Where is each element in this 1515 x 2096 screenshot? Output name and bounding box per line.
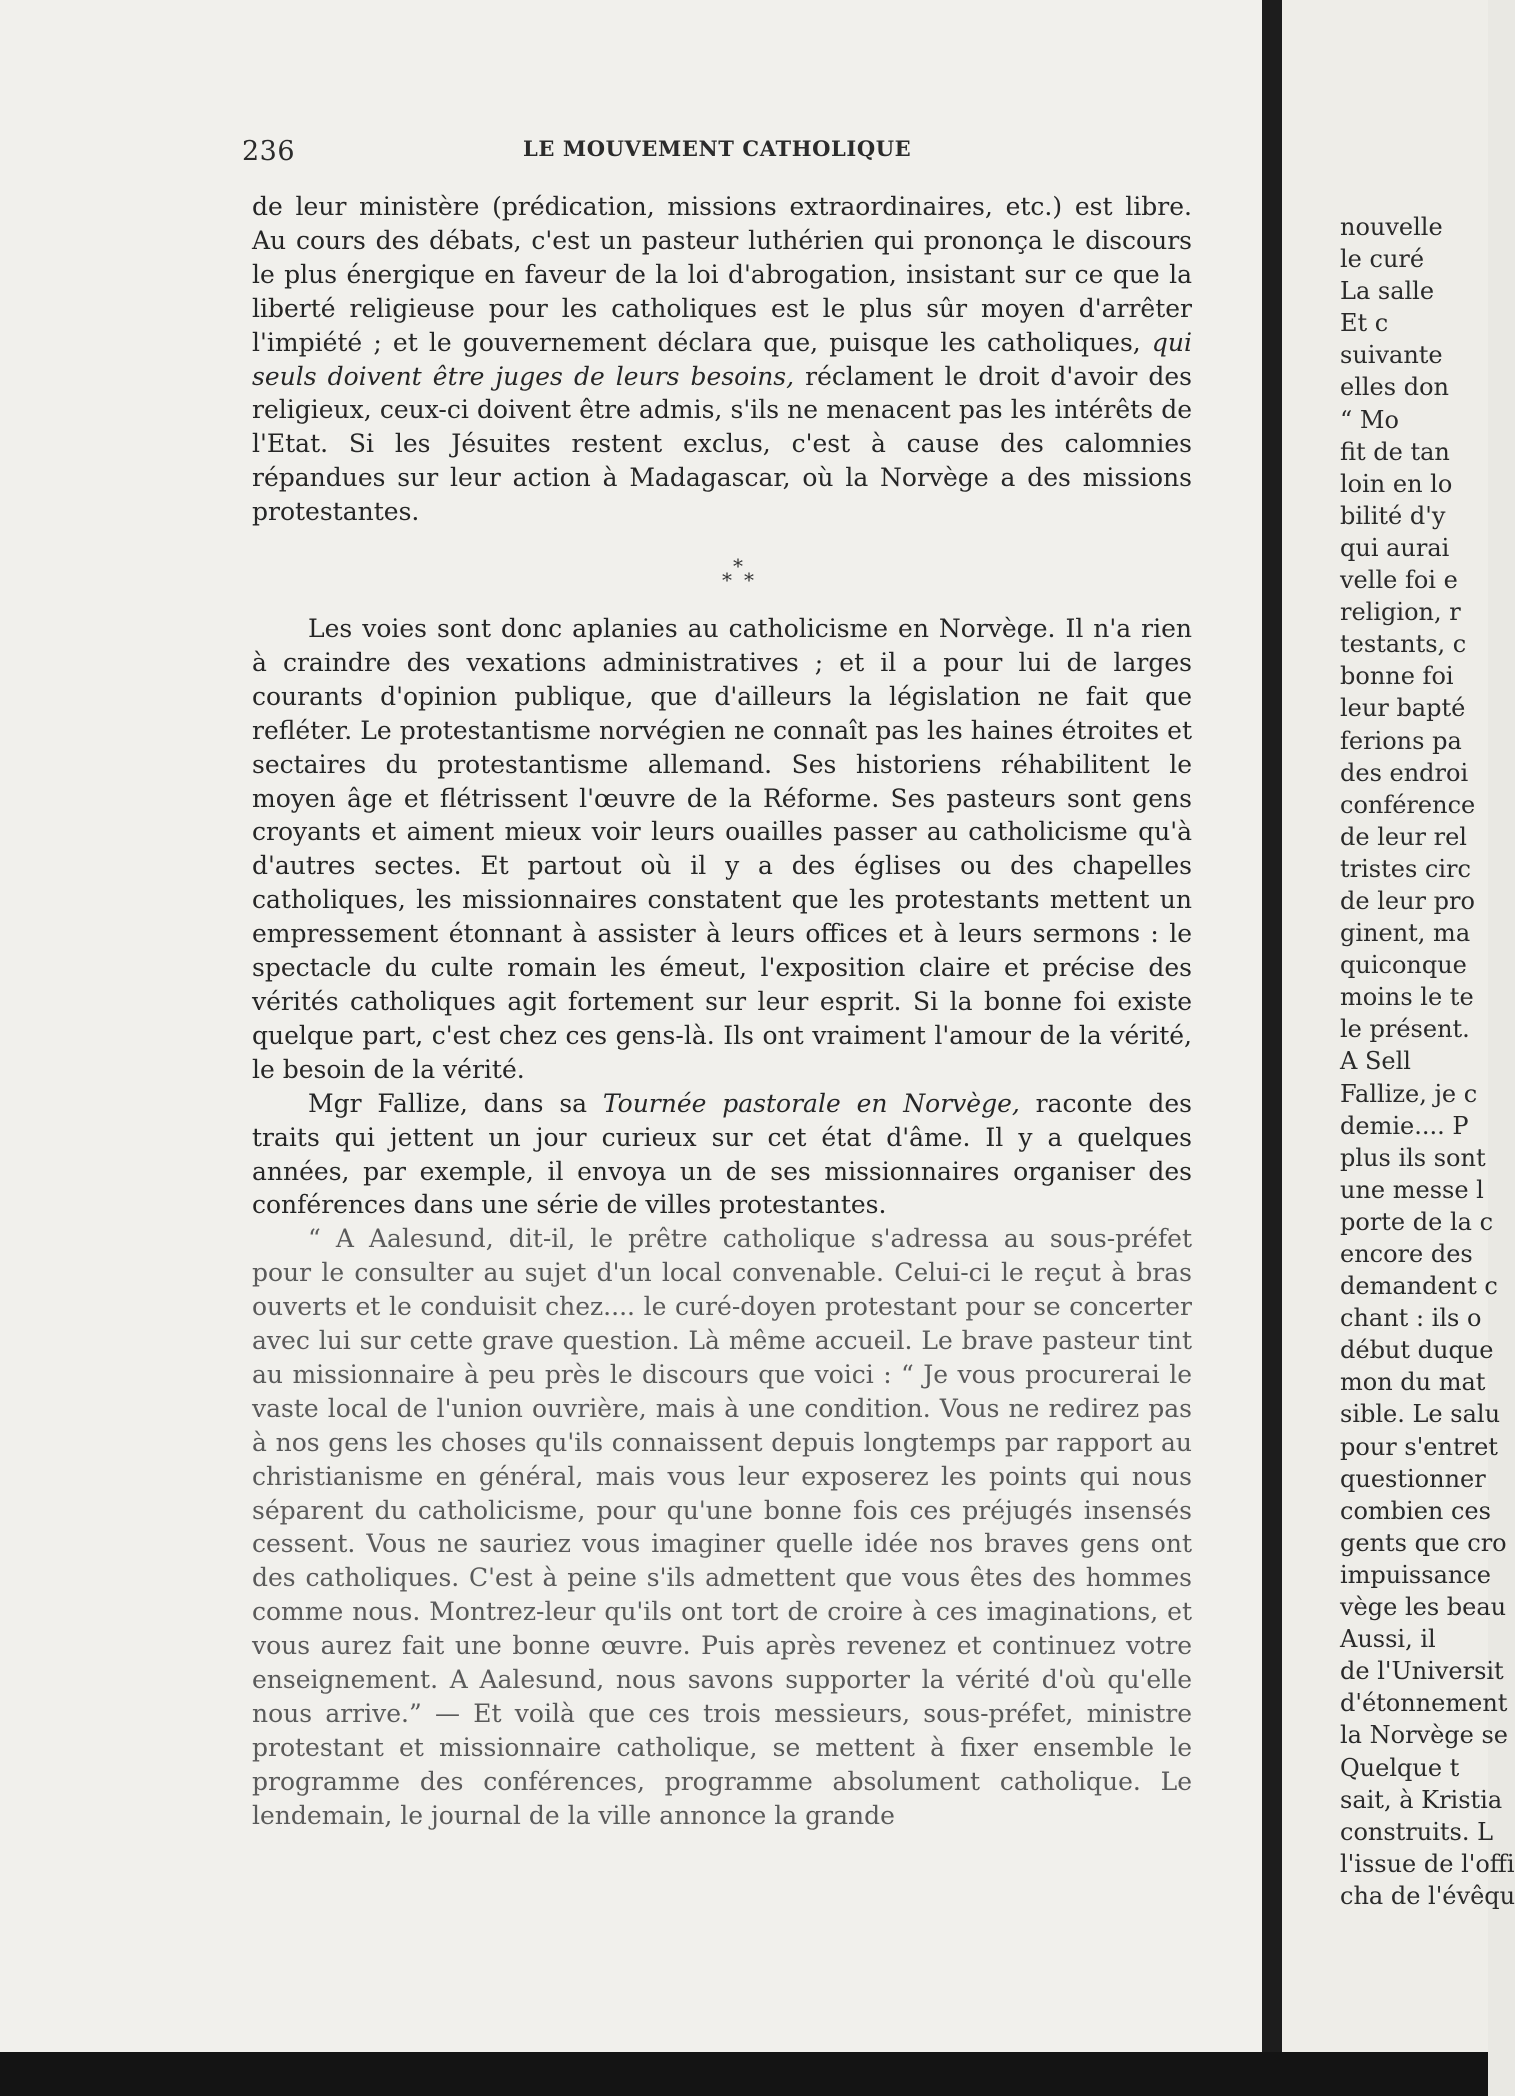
right-page-line: le curé: [1340, 245, 1425, 274]
paragraph-4: “ A Aalesund, dit-il, le prêtre catholique s'adressa au sous-préfet pour le consulter au sujet d'un local convenable. Celui-ci le reçut à bras ouverts et le conduisit chez.... le curé-doyen protestant pour se concerter avec lui sur cette grave question. Là même accueil. Le brave pasteur tint au missionnaire à peu près le discours que voici : “ Je vous procurerai le vaste local de l'union ouvrière, mais à une condition. Vous ne redirez pas à nos gens les choses qu'ils connaissent depuis longtemps par rapport au christianisme en général, mais vous leur exposerez les points qui nous séparent du catholicisme, pour qu'une bonne fois ces préjugés insensés cessent. Vous ne sauriez vous imaginer quelle idée nos braves gens ont des catholiques. C'est à peine s'ils admettent que vous êtes des hommes comme nous. Montrez-leur qu'ils ont tort de croire à ces imaginations, et vous aurez fait une bonne œuvre. Puis après revenez et continuez votre enseignement. A Aalesund, nous savons supporter la vérité d'où qu'elle nous arrive.” — Et voilà que ces trois messieurs, sous-préfet, ministre protestant et missionnaire catholique, se mettent à fixer ensemble le programme des conférences, programme absolument catholique. Le lendemain, le journal de la ville annonce la grande: [252, 1224, 1192, 1830]
right-page-line: début duque: [1340, 1336, 1494, 1365]
book-gutter: [1262, 0, 1282, 2096]
right-page-line: de leur rel: [1340, 822, 1467, 851]
right-page-line: une messe l: [1340, 1175, 1484, 1204]
right-page-line: elles don: [1340, 373, 1449, 402]
right-page-line: demie.... P: [1340, 1111, 1469, 1140]
paragraph-3-italic: Tournée pastorale en Norvège,: [602, 1088, 1020, 1118]
right-page-line: de l'Universit: [1340, 1657, 1504, 1686]
right-page-line: impuissance: [1340, 1560, 1491, 1589]
right-page-line: fit de tan: [1340, 437, 1450, 466]
right-page-line: d'étonnement: [1340, 1689, 1508, 1718]
right-page-line: quiconque: [1340, 951, 1467, 980]
right-page-text: [1340, 211, 1515, 1912]
right-page-line: gents que cro: [1340, 1528, 1507, 1557]
paragraph-1: [252, 190, 1192, 529]
right-page-line: conférence: [1340, 790, 1476, 819]
right-page-line: ferions pa: [1340, 726, 1462, 755]
right-page-line: la Norvège se: [1340, 1721, 1509, 1750]
right-page-line: combien ces: [1340, 1496, 1491, 1525]
right-page-line: chant : ils o: [1340, 1304, 1482, 1333]
right-page-line: sait, à Kristia: [1340, 1785, 1503, 1814]
paragraph-2: Les voies sont donc aplanies au catholicisme en Norvège. Il n'a rien à craindre des vexations administratives ; et il a pour lui de larges courants d'opinion publique, que d'ailleurs la législation ne fait que refléter. Le protestantisme norvégien ne connaît pas les haines étroites et sectaires du protestantisme allemand. Ses historiens réhabilitent le moyen âge et flétrissent l'œuvre de la Réforme. Ses pasteurs sont gens croyants et aiment mieux voir leurs ouailles passer au catholicisme qu'à d'autres sectes. Et partout où il y a des églises ou des chapelles catholiques, les missionnaires constatent que les protestants mettent un empressement étonnant à assister à leurs offices et à leurs sermons : le spectacle du culte romain les émeut, l'exposition claire et précise des vérités catholiques agit fortement sur leur esprit. Si la bonne foi existe quelque part, c'est chez ces gens-là. Ils ont vraiment l'amour de la vérité, le besoin de la vérité.: [252, 614, 1192, 1084]
right-page-line: demandent c: [1340, 1272, 1498, 1301]
paragraph-3: [252, 1087, 1192, 1223]
right-page-line: mon du mat: [1340, 1368, 1486, 1397]
right-page-line: ginent, ma: [1340, 919, 1471, 948]
asterism-star-top: *: [733, 554, 743, 578]
right-page-line: religion, r: [1340, 598, 1461, 627]
paragraph-3-text-a: Mgr Fallize, dans sa: [308, 1088, 603, 1118]
asterism-star-right: *: [744, 568, 754, 592]
text-block-top: [252, 190, 1192, 529]
right-page-line: qui aurai: [1340, 533, 1450, 562]
right-page-line: A Sell: [1340, 1047, 1411, 1076]
right-page-line: leur bapté: [1340, 694, 1466, 723]
right-page-line: construits. L: [1340, 1817, 1494, 1846]
paragraph-3-text-b: raconte des traits qui jettent un jour curieux sur cet état d'âme. Il y a quelques années, par exemple, il envoya un de ses missionnaires organiser des conférences dans une série de villes protestantes.: [252, 1088, 1192, 1220]
right-page-line: nouvelle: [1340, 213, 1443, 241]
right-page-line: vège les beau: [1340, 1593, 1507, 1622]
page-number: 236: [242, 136, 296, 167]
right-page-line: plus ils sont: [1340, 1143, 1486, 1172]
text-block-main: [252, 612, 1192, 1833]
right-page-line: Et c: [1340, 309, 1389, 338]
right-page-line: suivante: [1340, 341, 1443, 370]
right-page-line: encore des: [1340, 1240, 1473, 1268]
scan-border: [0, 2052, 1488, 2096]
right-page-line: pour s'entret: [1340, 1432, 1498, 1461]
asterism: [720, 556, 760, 596]
right-page: [1282, 0, 1515, 2052]
right-page-line: cha de l'évêqu: [1340, 1881, 1515, 1910]
paragraph-1-text-b: réclament le droit d'avoir des religieux, ceux-ci doivent être admis, s'ils ne menacent pas les intérêts de l'Etat. Si les Jésuites restent exclus, c'est à cause des calomnies répandues sur leur action à Madagascar, où la Norvège a des missions protestantes.: [252, 361, 1193, 527]
running-title: LE MOUVEMENT CATHOLIQUE: [523, 136, 912, 161]
right-page-line: Quelque t: [1340, 1753, 1460, 1782]
right-page-line: bonne foi: [1340, 662, 1454, 691]
right-page-line: porte de la c: [1340, 1207, 1494, 1236]
right-page-line: Aussi, il: [1340, 1625, 1436, 1654]
right-page-line: testants, c: [1340, 630, 1467, 659]
right-page-line: le présent.: [1340, 1015, 1470, 1044]
right-page-line: velle foi e: [1340, 566, 1458, 595]
right-page-line: des endroi: [1340, 758, 1469, 787]
right-page-line: l'issue de l'offi: [1340, 1849, 1515, 1878]
right-page-line: bilité d'y: [1340, 501, 1446, 530]
right-page-line: loin en lo: [1340, 469, 1453, 498]
asterism-star-left: *: [722, 568, 732, 592]
right-page-line: tristes circ: [1340, 854, 1471, 883]
right-page-line: “ Mo: [1340, 405, 1399, 434]
right-page-line: Fallize, je c: [1340, 1079, 1478, 1108]
right-page-line: moins le te: [1340, 983, 1474, 1012]
right-page-line: La salle: [1340, 277, 1435, 306]
right-page-line: questionner: [1340, 1464, 1486, 1493]
right-page-line: de leur pro: [1340, 886, 1475, 915]
paragraph-1-text-a: de leur ministère (prédication, missions extraordinaires, etc.) est libre. Au cours des débats, c'est un pasteur luthérien qui prononça le discours le plus énergique en faveur de la loi d'abrogation, insistant sur ce que la liberté religieuse pour les catholiques est le plus sûr moyen d'arrêter l'impiété ; et le gouvernement déclara que, puisque les catholiques,: [252, 192, 1192, 357]
paragraph-1-italic: qui seuls doivent être juges de leurs besoins,: [252, 327, 1192, 391]
right-page-line: sible. Le salu: [1340, 1400, 1501, 1429]
